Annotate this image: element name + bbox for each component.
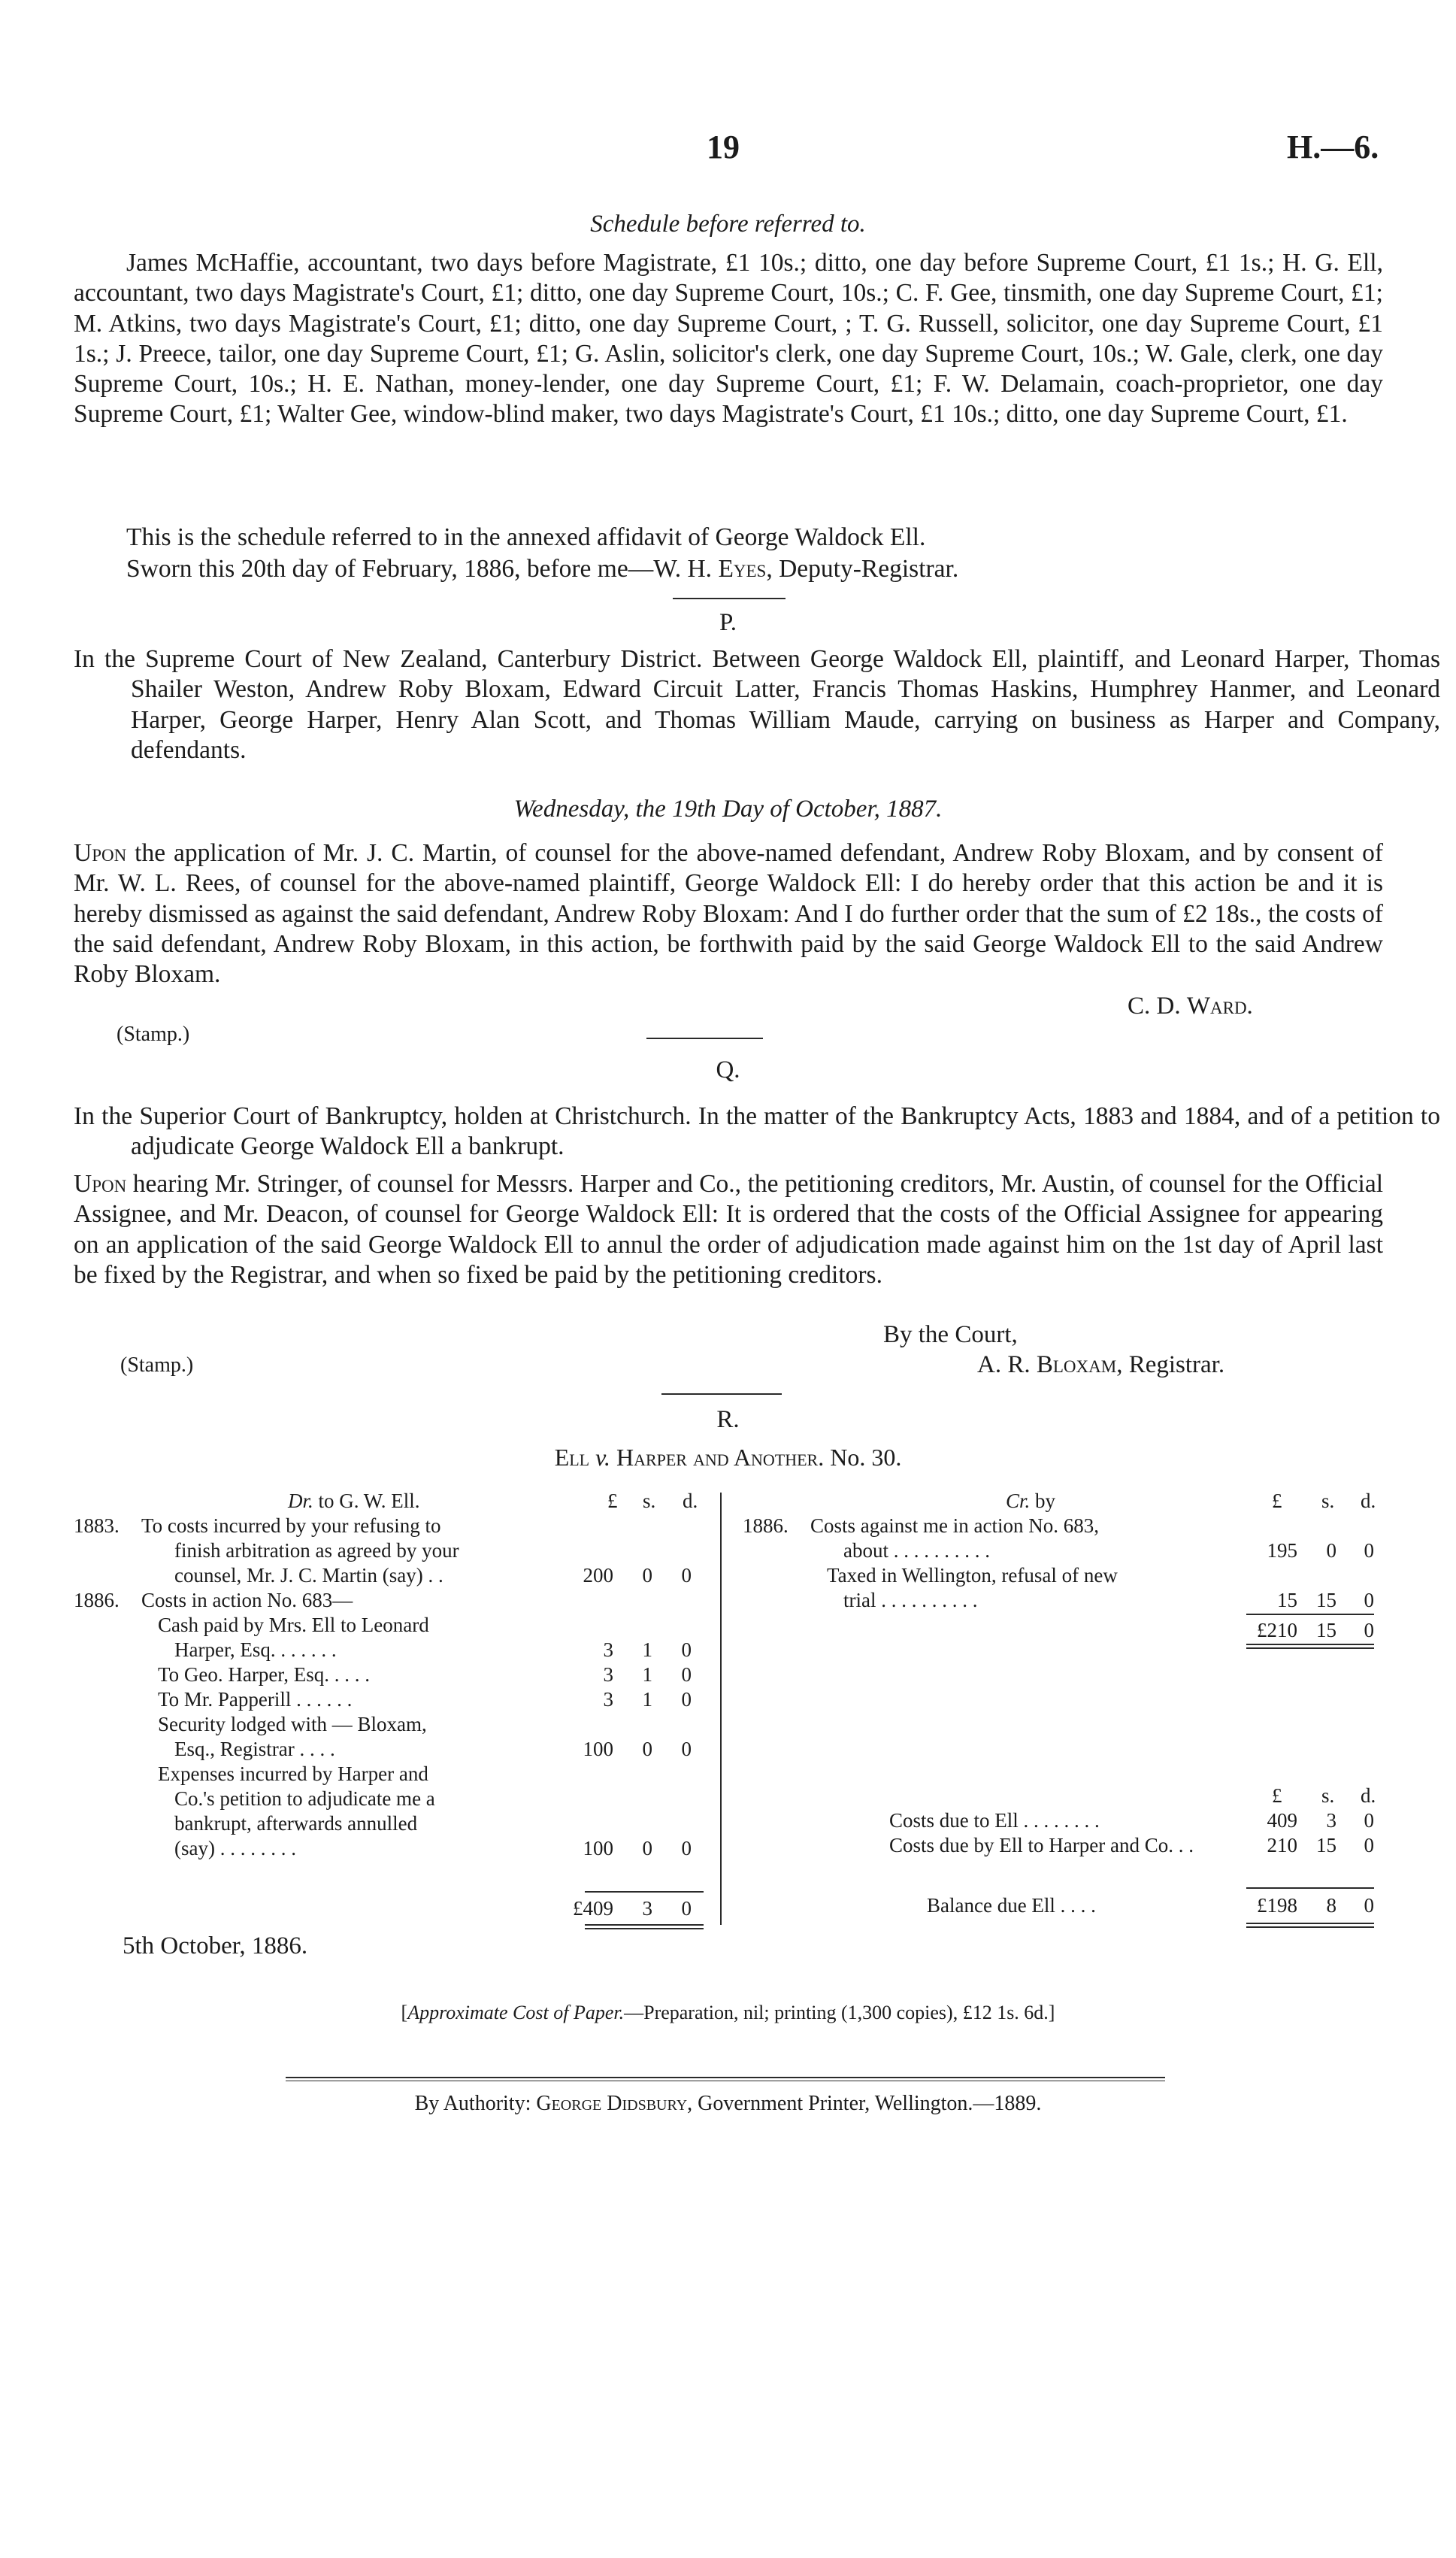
- debit-row: [74, 1514, 720, 1538]
- debit-description: bankrupt, afterwards annulled: [174, 1812, 418, 1835]
- section-p-caption: In the Supreme Court of New Zealand, Canterbury District. Between George Waldock Ell, plaintiff, and Leonard Harper, Thomas Shailer Weston, Andrew Roby Bloxam, Edward Circuit Latter, Francis Thomas Haskins, Humphrey Hanmer, and Leonard Harper, George Harper, Henry Alan Scott, and Thomas William Maude, carrying on business as Harper and Company, defendants.: [74, 645, 1440, 764]
- order-lead: Upon: [74, 839, 127, 867]
- debit-row: [74, 1613, 720, 1638]
- debit-col-pence: d.: [683, 1490, 698, 1512]
- schedule-sworn: [74, 554, 1383, 584]
- section-p-letter: P.: [719, 609, 737, 636]
- debit-description: To Mr. Papperill . . . . . .: [158, 1688, 353, 1711]
- imprint-printer: George Didsbury: [536, 2092, 688, 2115]
- credit-double-rule: [1246, 1647, 1374, 1649]
- imprint-prefix: By Authority:: [414, 2092, 537, 2115]
- balance-pounds: £198: [1257, 1894, 1297, 1917]
- account-date: 5th October, 1886.: [123, 1932, 308, 1959]
- debit-description: Esq., Registrar . . . .: [174, 1738, 335, 1760]
- debit-col-shillings: s.: [643, 1490, 656, 1512]
- debit-amount-l: 200: [583, 1564, 613, 1587]
- credit-row: [743, 1538, 1389, 1563]
- order-body: hearing Mr. Stringer, of counsel for Messrs. Harper and Co., the petitioning creditors, Mr. Austin, of counsel for the Official Assignee, and Mr. Deacon, of counsel for George Waldock Ell: It is ordered that the costs of the Official Assignee for appearing on an application of the said George Waldock Ell to annul the order of adjudication made against him on the 1st day of April last be fixed by the Registrar, and when so fixed be paid by the petitioning creditors.: [74, 1170, 1383, 1289]
- by-the-court: By the Court,: [883, 1321, 1018, 1348]
- debit-row: [74, 1762, 720, 1787]
- case-number: . No. 30.: [818, 1444, 902, 1471]
- sworn-name: Eyes: [718, 555, 767, 583]
- debit-row: [74, 1563, 720, 1588]
- balance-double-rule: [1246, 1926, 1374, 1928]
- section-q-order: [74, 1169, 1383, 1290]
- debit-amount-l: 100: [583, 1738, 613, 1760]
- signature-name: Ward.: [1186, 993, 1253, 1020]
- order-body: the application of Mr. J. C. Martin, of counsel for the above-named defendant, Andrew Roby Bloxam, and by consent of Mr. W. L. Rees, of counsel for the above-named plaintiff, George Waldock Ell: I do hereby order that this action be and it is hereby dismissed as against the said defendant, Andrew Roby Bloxam: And I do further order that the sum of £2 18s., the costs of the said defendant, Andrew Roby Bloxam, in this action, be forthwith paid by the said George Waldock Ell to the said Andrew Roby Bloxam.: [74, 839, 1383, 989]
- signature-title: , Registrar.: [1116, 1351, 1225, 1378]
- credit-description: about . . . . . . . . . .: [843, 1539, 990, 1562]
- debit-row: [74, 1787, 720, 1811]
- debit-row: [74, 1712, 720, 1737]
- debit-total-pounds: £409: [573, 1897, 613, 1920]
- section-divider: [646, 1038, 763, 1039]
- debit-heading: Dr. to G. W. Ell.: [288, 1490, 420, 1512]
- section-p-signature: [1128, 993, 1253, 1020]
- debit-row: [74, 1588, 720, 1613]
- debit-description: Expenses incurred by Harper and: [158, 1762, 428, 1785]
- credit-rows: [743, 1514, 1389, 1613]
- credit-total-pounds: £210: [1257, 1619, 1297, 1641]
- credit-amount-s: 15: [1316, 1589, 1336, 1611]
- case-party-b: Harper and Another: [616, 1444, 819, 1471]
- printer-imprint: [0, 2092, 1456, 2116]
- schedule-body: James McHaffie, accountant, two days before Magistrate, £1 10s.; ditto, one day before Supreme Court, £1 1s.; H. G. Ell, accountant, two days Magistrate's Court, £1; ditto, one day Supreme Court, 10s.; C. F. Gee, tinsmith, one day Supreme Court, £1; M. Atkins, two days Magistrate's Court, £1; ditto, one day Supreme Court, ; T. G. Russell, solicitor, one day Supreme Court, £1 1s.; J. Preece, tailor, one day Supreme Court, £1; G. Aslin, solicitor's clerk, one day Supreme Court, 10s.; W. Gale, clerk, one day Supreme Court, 10s.; H. E. Nathan, money-lender, one day Supreme Court, £1; F. W. Delamain, coach-proprietor, one day Supreme Court, £1; Walter Gee, window-blind maker, two days Magistrate's Court, £1 10s.; ditto, one day Supreme Court, £1.: [74, 249, 1383, 429]
- debit-rows: [74, 1514, 720, 1861]
- debit-total-shillings: 3: [642, 1897, 652, 1920]
- debit-description: Harper, Esq. . . . . . .: [174, 1638, 337, 1661]
- balance-label: Balance due Ell . . . .: [927, 1894, 1096, 1917]
- order-lead: Upon: [74, 1170, 127, 1198]
- summary-description: Costs due to Ell . . . . . . . .: [889, 1809, 1100, 1832]
- summary-rule: [1246, 1887, 1374, 1889]
- page-number: 19: [707, 129, 740, 165]
- sworn-prefix: Sworn this 20th day of February, 1886, before me—W. H.: [126, 555, 713, 583]
- section-p-date: Wednesday, the 19th Day of October, 1887.: [513, 796, 943, 823]
- credit-col-shillings: s.: [1321, 1490, 1335, 1512]
- debit-description: To costs incurred by your refusing to: [141, 1514, 441, 1537]
- credit-total-rule: [1246, 1614, 1374, 1615]
- footnote-rest: —Preparation, nil; printing (1,300 copies), £12 1s. 6d.]: [624, 2002, 1055, 2023]
- debit-col-pounds: £: [607, 1490, 618, 1512]
- debit-amount-l: 100: [583, 1837, 613, 1859]
- case-title: [0, 1444, 1456, 1471]
- debit-double-rule: [585, 1924, 704, 1926]
- summary-amount-s: 15: [1316, 1834, 1336, 1856]
- summary-col-pounds: £: [1272, 1784, 1282, 1807]
- credit-row: [743, 1588, 1389, 1613]
- section-divider: [673, 598, 786, 599]
- debit-year: 1883.: [74, 1514, 120, 1537]
- summary-amount-d: 0: [1364, 1834, 1374, 1856]
- debit-amount-s: 0: [642, 1564, 652, 1587]
- debit-amount-s: 1: [642, 1638, 652, 1661]
- debit-amount-s: 1: [642, 1663, 652, 1686]
- account-table: [74, 1485, 1389, 1921]
- credit-col-pounds: £: [1272, 1490, 1282, 1512]
- signature-initials: A. R.: [977, 1351, 1031, 1378]
- credit-amount-l: 15: [1277, 1589, 1297, 1611]
- summary-description: Costs due by Ell to Harper and Co. . .: [889, 1834, 1194, 1856]
- debit-amount-d: 0: [681, 1837, 692, 1859]
- debit-description: Cash paid by Mrs. Ell to Leonard: [158, 1614, 429, 1636]
- summary-amount-l: 210: [1267, 1834, 1297, 1856]
- credit-amount-s: 0: [1326, 1539, 1336, 1562]
- document-reference: H.—6.: [1287, 129, 1379, 165]
- footer-rule: [286, 2077, 1165, 2078]
- schedule-title: Schedule before referred to.: [590, 211, 866, 238]
- credit-col-pence: d.: [1361, 1490, 1376, 1512]
- debit-amount-d: 0: [681, 1564, 692, 1587]
- credit-description: Taxed in Wellington, refusal of new: [827, 1564, 1118, 1587]
- imprint-suffix: , Government Printer, Wellington.—1889.: [687, 2092, 1042, 2115]
- summary-amount-d: 0: [1364, 1809, 1374, 1832]
- credit-heading: Cr. by: [1006, 1490, 1056, 1512]
- credit-amount-l: 195: [1267, 1539, 1297, 1562]
- section-q-letter: Q.: [716, 1056, 740, 1084]
- credit-amount-d: 0: [1364, 1539, 1374, 1562]
- credit-heading-text: by: [1035, 1490, 1056, 1512]
- section-q-signature: [977, 1351, 1224, 1379]
- section-p-order: [74, 838, 1383, 990]
- section-r-letter: R.: [716, 1406, 740, 1433]
- signature-name: Bloxam: [1036, 1351, 1117, 1378]
- section-q-stamp: (Stamp.): [120, 1353, 194, 1377]
- debit-description: counsel, Mr. J. C. Martin (say) . .: [174, 1564, 443, 1587]
- section-q-caption: In the Superior Court of Bankruptcy, holden at Christchurch. In the matter of the Bankruptcy Acts, 1883 and 1884, and of a petition to adjudicate George Waldock Ell a bankrupt.: [74, 1102, 1440, 1161]
- debit-amount-l: 3: [603, 1638, 613, 1661]
- debit-total-pence: 0: [681, 1897, 692, 1920]
- debit-row: [74, 1687, 720, 1712]
- debit-year: 1886.: [74, 1589, 120, 1611]
- balance-double-rule: [1246, 1923, 1374, 1924]
- debit-description: Co.'s petition to adjudicate me a: [174, 1787, 435, 1810]
- debit-amount-s: 0: [642, 1837, 652, 1859]
- balance-shillings: 8: [1326, 1894, 1336, 1917]
- case-versus: v.: [589, 1444, 616, 1471]
- debit-row: [74, 1737, 720, 1762]
- credit-description: trial . . . . . . . . . .: [843, 1589, 978, 1611]
- credit-double-rule: [1246, 1644, 1374, 1645]
- credit-row: [743, 1514, 1389, 1538]
- debit-amount-d: 0: [681, 1663, 692, 1686]
- debit-description: (say) . . . . . . . .: [174, 1837, 296, 1859]
- footnote-open: [: [401, 2002, 408, 2023]
- debit-row: [74, 1538, 720, 1563]
- debit-description: To Geo. Harper, Esq. . . . .: [158, 1663, 370, 1686]
- case-party-a: Ell: [554, 1444, 590, 1471]
- debit-amount-d: 0: [681, 1738, 692, 1760]
- section-p-stamp: (Stamp.): [117, 1023, 190, 1046]
- debit-row: [74, 1836, 720, 1861]
- credit-description: Costs against me in action No. 683,: [810, 1514, 1099, 1537]
- debit-description: finish arbitration as agreed by your: [174, 1539, 459, 1562]
- summary-row: [743, 1833, 1389, 1858]
- signature-initials: C. D.: [1128, 993, 1181, 1020]
- debit-amount-d: 0: [681, 1638, 692, 1661]
- debit-description: Security lodged with — Bloxam,: [158, 1713, 427, 1735]
- debit-row: [74, 1662, 720, 1687]
- debit-row: [74, 1638, 720, 1662]
- debit-double-rule: [585, 1928, 704, 1929]
- summary-amount-s: 3: [1326, 1809, 1336, 1832]
- sworn-suffix: , Deputy-Registrar.: [766, 555, 959, 583]
- debit-amount-s: 0: [642, 1738, 652, 1760]
- summary-rows: [743, 1808, 1389, 1858]
- footnote-italic: Approximate Cost of Paper.: [407, 2002, 625, 2023]
- debit-total-rule: [585, 1891, 704, 1893]
- account-divider: [720, 1493, 722, 1925]
- summary-col-pence: d.: [1361, 1784, 1376, 1807]
- debit-amount-l: 3: [603, 1688, 613, 1711]
- balance-pence: 0: [1364, 1894, 1374, 1917]
- debit-amount-d: 0: [681, 1688, 692, 1711]
- credit-amount-d: 0: [1364, 1589, 1374, 1611]
- schedule-note: This is the schedule referred to in the annexed affidavit of George Waldock Ell.: [126, 523, 926, 551]
- credit-total-shillings: 15: [1316, 1619, 1336, 1641]
- credit-row: [743, 1563, 1389, 1588]
- debit-amount-s: 1: [642, 1688, 652, 1711]
- section-divider: [661, 1393, 782, 1395]
- debit-row: [74, 1811, 720, 1836]
- summary-amount-l: 409: [1267, 1809, 1297, 1832]
- credit-total-pence: 0: [1364, 1619, 1374, 1641]
- debit-description: Costs in action No. 683—: [141, 1589, 353, 1611]
- credit-year: 1886.: [743, 1514, 789, 1537]
- summary-row: [743, 1808, 1389, 1833]
- debit-heading-text: to G. W. Ell.: [313, 1490, 420, 1512]
- cost-footnote: [0, 2002, 1456, 2024]
- debit-amount-l: 3: [603, 1663, 613, 1686]
- summary-col-shillings: s.: [1321, 1784, 1335, 1807]
